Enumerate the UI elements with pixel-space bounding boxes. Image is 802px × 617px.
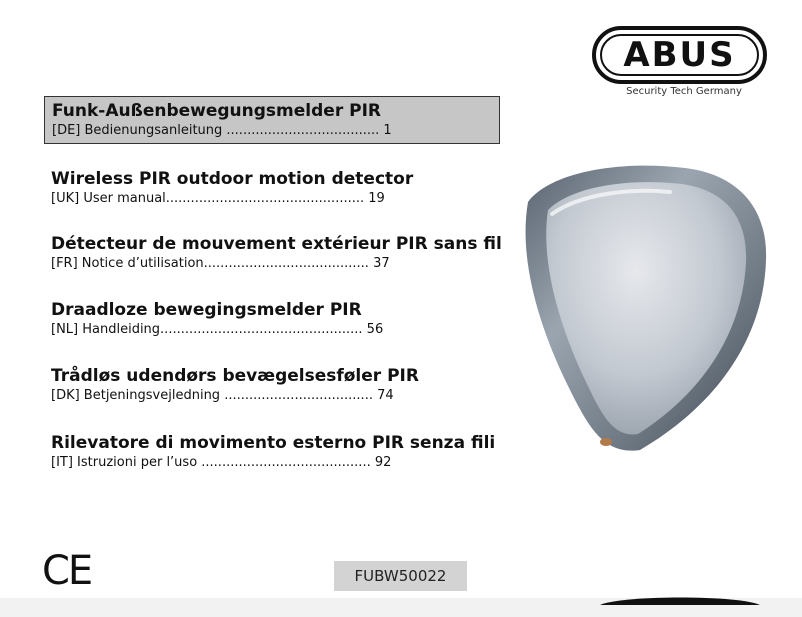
toc-entry-nl[interactable] [51, 299, 496, 339]
toc-title: Détecteur de mouvement extérieur PIR sans fil [51, 234, 502, 254]
toc-subtitle: [FR] Notice d’utilisation........................................ 37 [51, 256, 390, 271]
toc-entry-it[interactable] [51, 432, 496, 472]
toc-entry-fr[interactable] [51, 233, 502, 273]
toc-title: Draadloze bewegingsmelder PIR [51, 300, 362, 320]
abus-logo [592, 26, 767, 84]
toc-title: Wireless PIR outdoor motion detector [51, 169, 414, 189]
brand-tagline: Security Tech Germany [626, 86, 742, 97]
toc-title: Funk-Außenbewegungsmelder PIR [52, 101, 381, 121]
toc-entry-dk[interactable] [51, 365, 496, 405]
toc-subtitle: [IT] Istruzioni per l’uso ......................................... 92 [51, 455, 392, 470]
toc-entry-uk[interactable] [51, 168, 496, 208]
model-number-badge: FUBW50022 [334, 561, 467, 591]
toc-subtitle: [DK] Betjeningsvejledning .................................... 74 [51, 388, 394, 403]
toc-subtitle: [UK] User manual................................................ 19 [51, 191, 385, 206]
toc-title: Rilevatore di movimento esterno PIR senza fili [51, 433, 496, 453]
dark-arc-shape [600, 590, 760, 609]
toc-subtitle: [NL] Handleiding................................................. 56 [51, 322, 384, 337]
logo-text: ABUS [623, 35, 736, 75]
toc-title: Trådløs udendørs bevægelsesføler PIR [51, 366, 419, 386]
toc-subtitle: [DE] Bedienungsanleitung ..................................... 1 [52, 123, 392, 138]
ce-mark: CE [42, 548, 92, 594]
toc-entry-de[interactable] [44, 96, 500, 144]
motion-detector-image [510, 150, 775, 464]
